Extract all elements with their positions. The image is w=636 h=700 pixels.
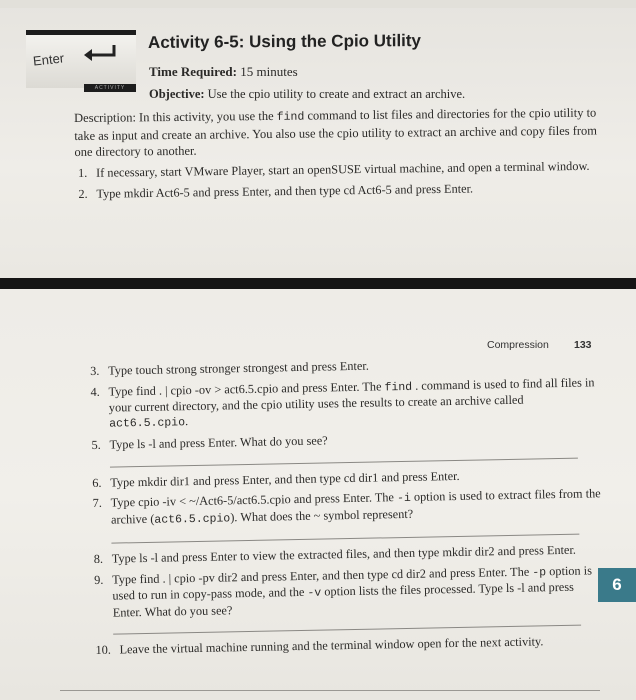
list-item	[92, 466, 602, 490]
description	[74, 104, 604, 160]
step-text	[108, 375, 601, 432]
list-item	[94, 563, 605, 620]
description-label: Description:	[74, 110, 136, 125]
list-item	[78, 179, 598, 201]
step-text-part: . command is used to find all files in your current directory, and the cpio utility uses the results to create an archive called	[108, 374, 595, 415]
step-option: -i	[396, 491, 411, 506]
description-part2: command to list files and directories for the cpio utility to take as input and create an archive. You also use the cpio utility to extract an archive and copy files from one directory to another.	[74, 105, 598, 159]
objective-label: Objective:	[149, 87, 205, 101]
list-item	[78, 159, 598, 181]
step-text-part: Type find . | cpio -ov > act6.5.cpio and press Enter. The	[108, 378, 382, 399]
list-item	[94, 542, 604, 566]
objective-text: Use the cpio utility to create and extract an archive.	[207, 87, 466, 101]
step-text-part: option is used to extract files from the archive (	[110, 486, 601, 527]
description-part1: In this activity, you use the	[138, 108, 274, 125]
step-option: -p	[532, 565, 547, 580]
step-text: Type touch strong stronger strongest and press Enter.	[107, 358, 369, 378]
enter-key-label: Enter	[32, 50, 65, 69]
step-number: 5.	[91, 437, 101, 452]
step-text: Type ls -l and press Enter to view the extracted files, and then type mkdir dir2 and press Enter.	[111, 542, 577, 566]
activity-bar: ACTIVITY	[84, 84, 136, 92]
time-required	[149, 64, 298, 80]
activity-title: Activity 6-5: Using the Cpio Utility	[147, 31, 422, 52]
step-text: Type mkdir Act6-5 and press Enter, and then type cd Act6-5 and press Enter.	[96, 180, 474, 201]
step-number: 6.	[92, 475, 102, 490]
step-number: 8.	[93, 551, 104, 566]
objective	[149, 87, 465, 102]
description-cmd: find	[276, 110, 305, 124]
step-number: 9.	[94, 572, 104, 587]
step-option: -v	[307, 586, 322, 600]
answer-line	[111, 534, 579, 544]
step-text	[111, 486, 604, 528]
step-number: 3.	[90, 363, 100, 378]
chapter-tab: 6	[598, 568, 636, 602]
step-text: If necessary, start VMware Player, start an openSUSE virtual machine, and open a terminal window.	[95, 158, 590, 180]
running-head: Compression	[487, 339, 549, 351]
list-item	[93, 486, 604, 529]
step-file: act6.5.cpio	[109, 415, 186, 431]
step-text: Leave the virtual machine running and the terminal window open for the next activity.	[119, 634, 544, 657]
step-text-part: option lists the files processed. Type ls -l and press Enter. What do you see?	[112, 579, 575, 620]
step-text-part: option is used to run in copy-pass mode, and the	[112, 562, 593, 603]
step-text	[112, 563, 605, 620]
page-gap	[0, 278, 636, 289]
answer-line	[113, 625, 581, 635]
step-number: 1.	[78, 165, 88, 180]
time-value: 15 minutes	[240, 64, 298, 79]
steps-top-list	[78, 159, 599, 207]
page-edge	[0, 0, 636, 8]
step-number: 2.	[78, 186, 88, 201]
time-label: Time Required:	[149, 64, 237, 79]
activity-icon-box	[26, 30, 136, 88]
page-number: 133	[574, 339, 592, 351]
step-text-part: .	[184, 413, 189, 428]
step-cmd: find	[384, 380, 413, 394]
enter-arrow-icon	[80, 43, 120, 65]
step-text: Type mkdir dir1 and press Enter, and then type cd dir1 and press Enter.	[110, 468, 460, 490]
step-text-part: Type cpio -iv < ~/Act6-5/act6.5.cpio and press Enter. The	[110, 490, 395, 510]
bottom-rule	[60, 690, 600, 691]
list-item	[90, 375, 601, 432]
step-text: Type ls -l and press Enter. What do you see?	[109, 433, 328, 452]
steps-bottom-list	[90, 354, 606, 657]
step-number: 7.	[92, 495, 103, 510]
page-top	[0, 0, 636, 278]
step-file: act6.5.cpio	[154, 511, 231, 527]
step-number: 4.	[90, 384, 100, 399]
step-text-part: ). What does the ~ symbol represent?	[230, 506, 414, 524]
step-number: 10.	[95, 642, 111, 657]
step-text-part: Type find . | cpio -pv dir2 and press Enter, and then type cd dir2 and press Enter. The	[111, 564, 530, 587]
answer-line	[110, 457, 578, 467]
list-item	[91, 428, 601, 452]
